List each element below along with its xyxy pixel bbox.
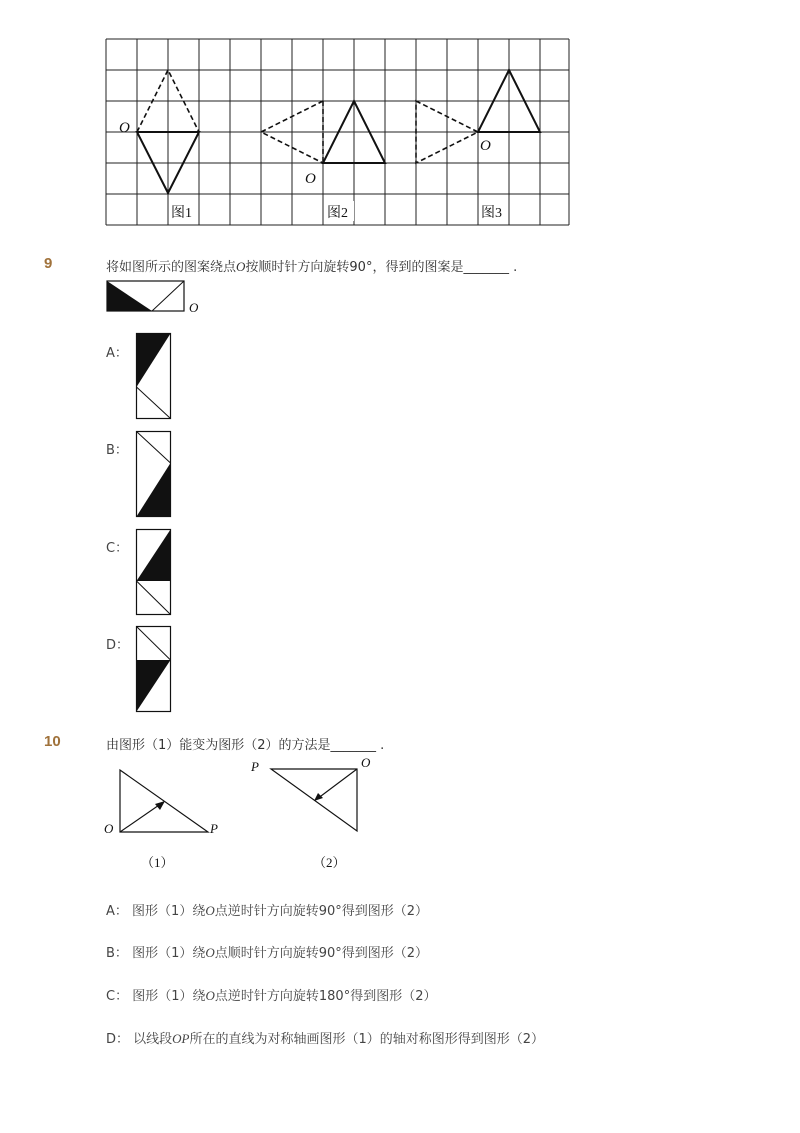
- option-a-figure[interactable]: [135, 332, 173, 421]
- q10-figures: [95, 755, 395, 880]
- rotation-grid-figure: [0, 0, 800, 240]
- option-d-figure[interactable]: [135, 625, 173, 714]
- figure3-point-label: O: [480, 138, 491, 154]
- option-text: 以线段OP所在的直线为对称轴画图形（1）的轴对称图形得到图形（2）: [133, 1031, 545, 1047]
- fig2-O-label: O: [361, 755, 371, 770]
- question-10-text: 由图形（1）能变为图形（2）的方法是_______ .: [106, 738, 385, 753]
- q9-source-figure: [100, 278, 210, 320]
- fig2-P-label: P: [251, 759, 259, 774]
- option-label: B：: [106, 946, 128, 961]
- point-label: O: [236, 259, 246, 274]
- question-number: 9: [44, 255, 53, 272]
- fig1-O-label: O: [104, 821, 114, 836]
- option-b-label[interactable]: B：: [106, 443, 128, 458]
- fig2-caption: （2）: [313, 855, 346, 870]
- option-text: 图形（1）绕O点顺时针方向旋转90°得到图形（2）: [132, 945, 429, 961]
- option-label: C：: [106, 989, 129, 1004]
- fig1-caption: （1）: [141, 855, 174, 870]
- option-c-label[interactable]: C：: [106, 541, 129, 556]
- figure3-caption: 图3: [481, 206, 502, 221]
- question-number: 10: [44, 733, 61, 750]
- q10-figure-1: [104, 770, 218, 870]
- option-label: D：: [106, 1032, 130, 1047]
- option-label: A：: [106, 904, 128, 919]
- option-b-figure[interactable]: [135, 430, 173, 519]
- q10-figure-2: [250, 755, 371, 870]
- figure1-caption: 图1: [171, 206, 192, 221]
- fig1-P-label: P: [210, 821, 218, 836]
- question-9-text: [106, 256, 517, 275]
- option-a[interactable]: [106, 900, 428, 919]
- figure1-point-label: O: [119, 120, 130, 136]
- option-a-label[interactable]: A：: [106, 346, 128, 361]
- option-d-label[interactable]: D：: [106, 638, 130, 653]
- figure2-point-label: O: [305, 171, 316, 187]
- question-text-before: 将如图所示的图案绕点: [106, 260, 237, 275]
- option-text: 图形（1）绕O点逆时针方向旋转180°得到图形（2）: [132, 988, 437, 1004]
- figure2-caption: 图2: [327, 206, 348, 221]
- option-d[interactable]: [106, 1028, 544, 1047]
- option-b[interactable]: [106, 942, 428, 961]
- question-text-after: 按顺时针方向旋转90°，得到的图案是_______ .: [245, 260, 518, 275]
- option-c-figure[interactable]: [135, 528, 173, 617]
- rotation-center-label: O: [189, 300, 199, 315]
- option-text: 图形（1）绕O点逆时针方向旋转90°得到图形（2）: [132, 903, 429, 919]
- option-c[interactable]: [106, 985, 436, 1004]
